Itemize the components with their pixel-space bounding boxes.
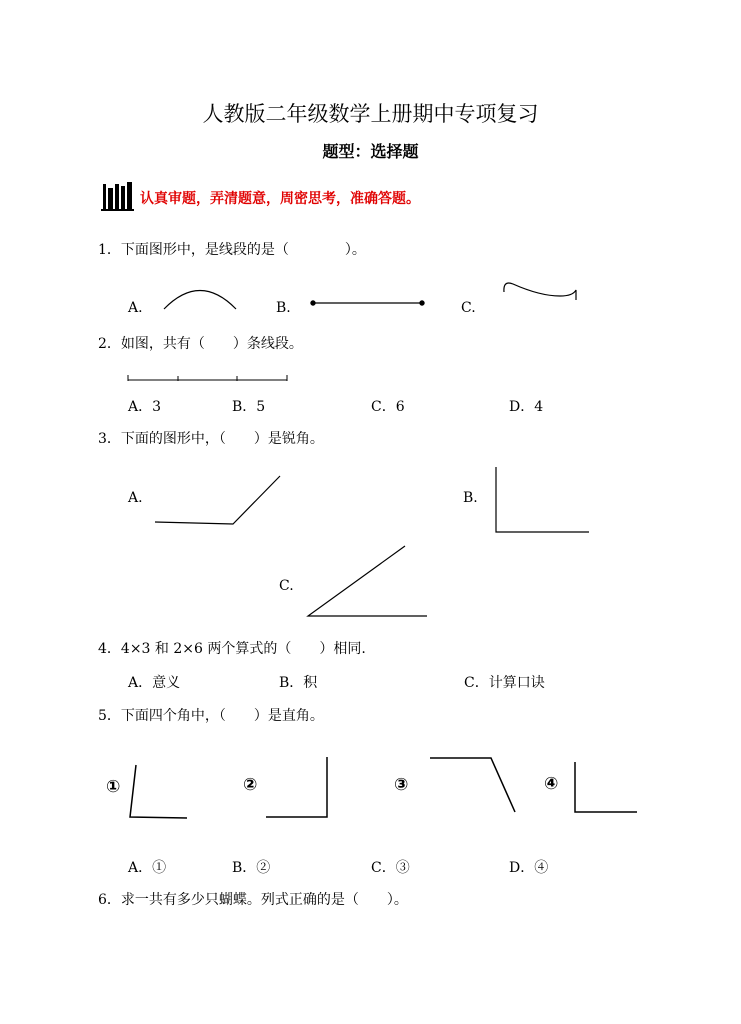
q1-figure-arc: [164, 291, 236, 310]
q3-figure-right-angle: [496, 467, 589, 532]
q3-figure-acute-angle: [308, 546, 427, 616]
q5-figure-angle-2: [266, 757, 327, 817]
question-number: 4．: [98, 641, 121, 657]
question-text: 下面的图形中，（ ）是锐角。: [120, 431, 324, 447]
q5-figure-label-1: ①: [106, 777, 121, 797]
question-text: 如图，共有（ ）条线段。: [120, 336, 303, 352]
q5-figure-angle-3: [430, 758, 515, 812]
q4-option-a: A．意义: [128, 675, 181, 691]
question-number: 6．: [98, 892, 121, 908]
q4-option-b: B．积: [279, 675, 318, 691]
q1-option-c: C.: [461, 300, 476, 316]
instruction-tip: 认真审题，弄清题意，周密思考，准确答题。: [140, 191, 420, 207]
question-text: 4×3 和 2×6 两个算式的（ ）相同.: [120, 641, 366, 657]
question-number: 3．: [98, 431, 121, 447]
question-5: [98, 705, 324, 725]
question-6: [98, 889, 408, 909]
question-4: [98, 638, 366, 658]
q1-figure-wave: [504, 283, 576, 300]
q1-figure-segment: [311, 301, 424, 305]
q2-option-a: A．3: [128, 399, 162, 415]
question-number: 5．: [98, 708, 121, 724]
question-text: 下面图形中，是线段的是（ ）。: [120, 242, 366, 258]
question-1: [98, 239, 366, 259]
question-2: [98, 333, 303, 353]
q3-option-a: A.: [128, 490, 143, 506]
question-number: 2．: [98, 336, 121, 352]
question-text: 下面四个角中，（ ）是直角。: [120, 708, 324, 724]
page-title: 人教版二年级数学上册期中专项复习: [202, 102, 539, 126]
question-number: 1．: [98, 242, 121, 258]
q3-option-c: C.: [279, 578, 294, 594]
q5-option-c: C．③: [371, 860, 410, 876]
q2-option-d: D．4: [509, 399, 544, 415]
q3-figure-obtuse-angle: [155, 476, 280, 524]
q2-figure-segments: [128, 375, 287, 381]
q1-option-a: A.: [128, 300, 143, 316]
q4-option-c: C．计算口诀: [464, 675, 545, 691]
q5-figure-angle-4: [575, 762, 637, 812]
q5-figure-label-2: ②: [243, 775, 258, 795]
q5-option-d: D．④: [509, 860, 549, 876]
books-icon: [101, 182, 134, 211]
question-3: [98, 428, 324, 448]
q5-figure-angle-1: [130, 765, 187, 818]
q1-option-b: B.: [276, 300, 291, 316]
q5-option-a: A．①: [128, 860, 167, 876]
q2-option-c: C．6: [371, 399, 405, 415]
q3-option-b: B.: [463, 490, 478, 506]
q5-figure-label-3: ③: [394, 775, 409, 795]
q5-option-b: B．②: [232, 860, 271, 876]
question-text: 求一共有多少只蝴蝶。列式正确的是（ ）。: [120, 892, 408, 908]
page-subtitle: 题型：选择题: [322, 142, 419, 161]
q5-figure-label-4: ④: [544, 774, 559, 794]
q2-option-b: B．5: [232, 399, 266, 415]
